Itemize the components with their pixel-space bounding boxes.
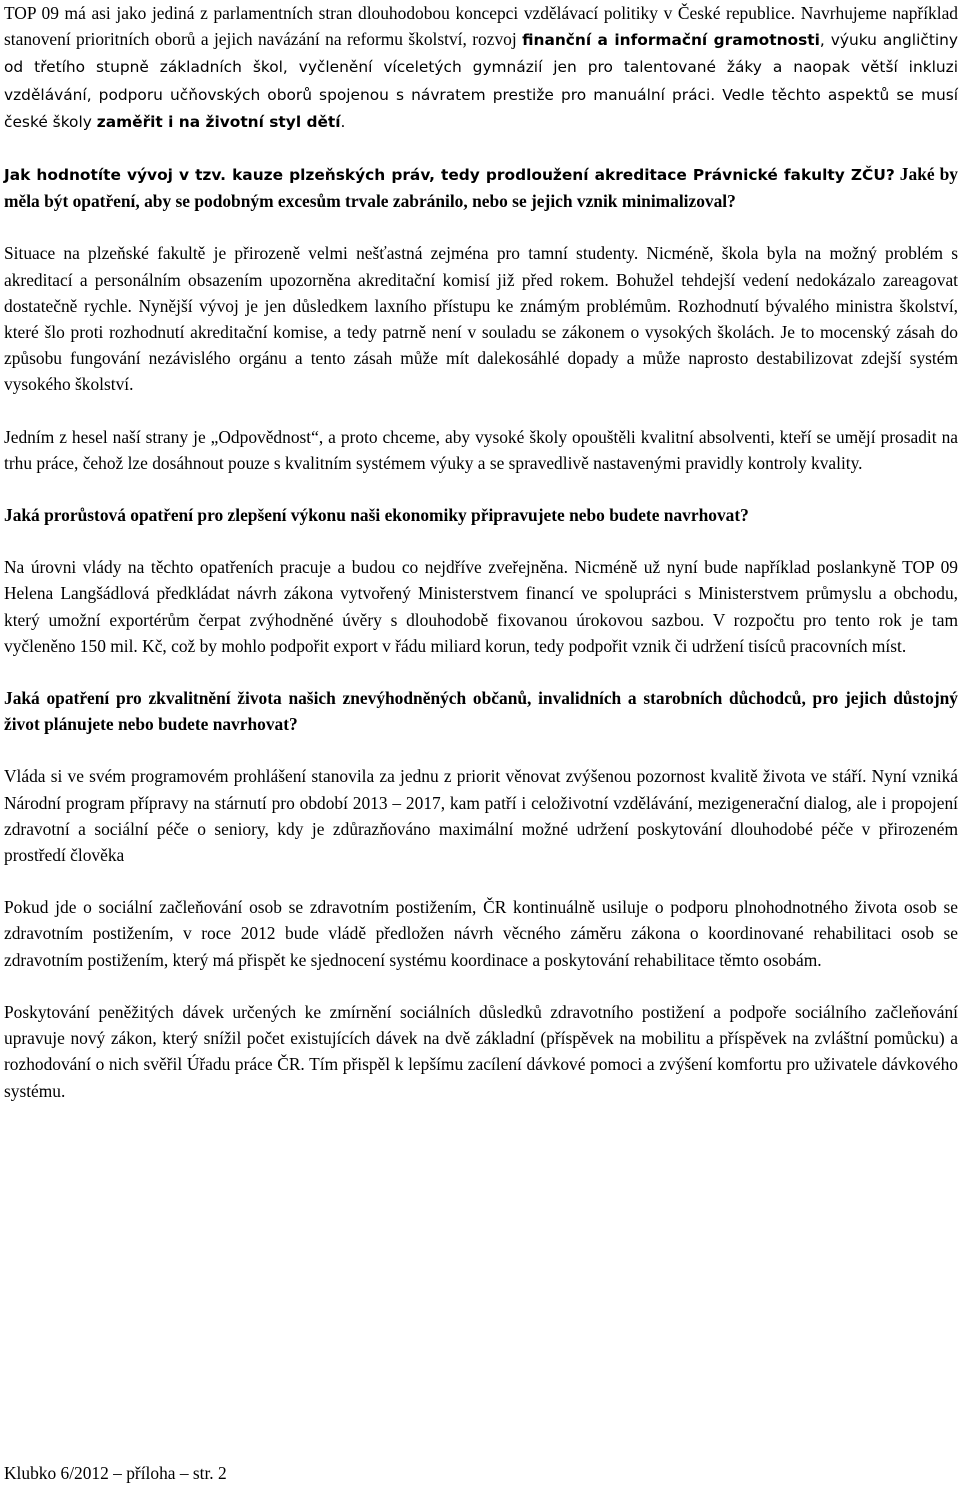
document-page <box>4 0 958 1104</box>
answer-plzen-paragraph-1: Situace na plzeňské fakultě je přirozeně velmi nešťastná zejména pro tamní studenty. Nicméně, škola byla na možný problém s akreditací a personálním obsazením upozorněna akreditační komisí již před rokem. Bohužel tehdejší vedení nedokázalo zareagovat dostatečně rychle. Nynější vývoj je jen důsledkem laxního přístupu ke známým problémům. Rozhodnutí bývalého ministra školství, které šlo proti rozhodnutí akreditační komise, a tedy patrně není v souladu se zákonem o vysokých školách. Je to mocenský zásah do způsobu fungování nezávislého orgánu a tento zásah může mít dalekosáhlé dopady a může naprosto destabilizovat zdejší systém vysokého školství. <box>4 243 958 395</box>
answer-disadvantaged-paragraph-1: Vláda si ve svém programovém prohlášení stanovila za jednu z priorit věnovat zvýšenou pozornost kvalitě života ve stáří. Nyní vzniká Národní program přípravy na stárnutí pro období 2013 – 2017, kam patří i celoživotní vzdělávání, mezigenerační dialog, ale i propojení zdravotní a sociální péče o seniory, kdy je zdůrazňováno maximální možné udržení poskytování dlouhodobé péče v přirozeném prostředí člověka <box>4 766 958 866</box>
answer-plzen-paragraph-2: Jedním z hesel naší strany je „Odpovědnost“, a proto chceme, aby vysoké školy opouštěli kvalitní absolventi, kteří se umějí prosadit na trhu práce, čehož lze dosáhnout pouze s kvalitním systémem výuky a se spravedlivě nastavenými pravidly kontroly kvality. <box>4 426 958 473</box>
question-plzen-faculty <box>4 161 958 214</box>
paragraph-education-policy <box>4 0 958 135</box>
question-disadvantaged-citizens: Jaká opatření pro zkvalitnění života našich znevýhodněných občanů, invalidních a starobních důchodců, pro jejich důstojný život plánujete nebo budete navrhovat? <box>4 688 958 735</box>
page-footer: Klubko 6/2012 – příloha – str. 2 <box>4 1463 227 1483</box>
text-run-end: . <box>340 112 346 131</box>
question-part-serif: Jaké by měla být opatření, aby se podobným excesům trvale zabránilo, nebo se jejich vznik minimalizoval? <box>4 164 958 212</box>
emphasis-financial-literacy: finanční a informační gramotnosti <box>522 31 820 50</box>
emphasis-lifestyle: zaměřit i na životní styl dětí <box>96 112 341 131</box>
answer-growth-measures: Na úrovni vlády na těchto opatřeních pracuje a budou co nejdříve zveřejněna. Nicméně už nyní bude například poslankyně TOP 09 Helena Langšádlová předkládat návrh zákona vytvořený Ministerstvem financí ve spolupráci s Ministerstvem průmyslu a obchodu, který umožní exportérům čerpat zvýhodněné úvěry s dlouhodobě fixovanou úrokovou sazbou. V rozpočtu pro tento rok je tam vyčleněno 150 mil. Kč, což by mohlo podpořit export v řádu miliard korun, tedy podpořit vznik či udržení tisíců pracovních míst. <box>4 557 958 656</box>
text-run: TOP 09 má asi jako jediná z parlamentních stran dlouhodobou koncepci vzdělávací politiky v České republice. Navrhujeme například stanovení prioritních oborů a jejich navázání na reformu školství, rozvoj <box>4 3 958 50</box>
question-part-sans: Jak hodnotíte vývoj v tzv. kauze plzeňských práv, tedy prodloužení akreditace Právnické fakulty ZČU? <box>4 166 895 185</box>
answer-disadvantaged-paragraph-3: Poskytování peněžitých dávek určených ke zmírnění sociálních důsledků zdravotního postižení a podpoře sociálního začleňování upravuje nový zákon, který snížil počet existujících dávek na dvě základní (příspěvek na mobilitu a příspěvek na zvláštní pomůcku) a rozhodování o nich svěřil Úřadu práce ČR. Tím přispěl k lepšímu zacílení dávkové pomoci a zvýšení komfortu pro uživatele dávkového systému. <box>4 1001 958 1101</box>
text-run-sans: , výuku angličtiny od třetího stupně základních škol, vyčlenění víceletých gymnázií jen pro talentované žáky a naopak větší inkluzi vzdělávání, podporu učňovských oborů spojenou s návratem prestiže pro manuální práci. Vedle těchto aspektů se musí české školy <box>4 31 958 131</box>
question-growth-measures: Jaká prorůstová opatření pro zlepšení výkonu naši ekonomiky připravujete nebo budete navrhovat? <box>4 505 749 526</box>
answer-disadvantaged-paragraph-2: Pokud jde o sociální začleňování osob se zdravotním postižením, ČR kontinuálně usiluje o podporu plnohodnotného života osob se zdravotním postižením, v roce 2012 bude vládě předložen návrh věcného záměru zákona o koordinované rehabilitaci osob se zdravotním postižením, který má přispět ke sjednocení systému koordinace a poskytování rehabilitace těmto osobám. <box>4 897 958 970</box>
